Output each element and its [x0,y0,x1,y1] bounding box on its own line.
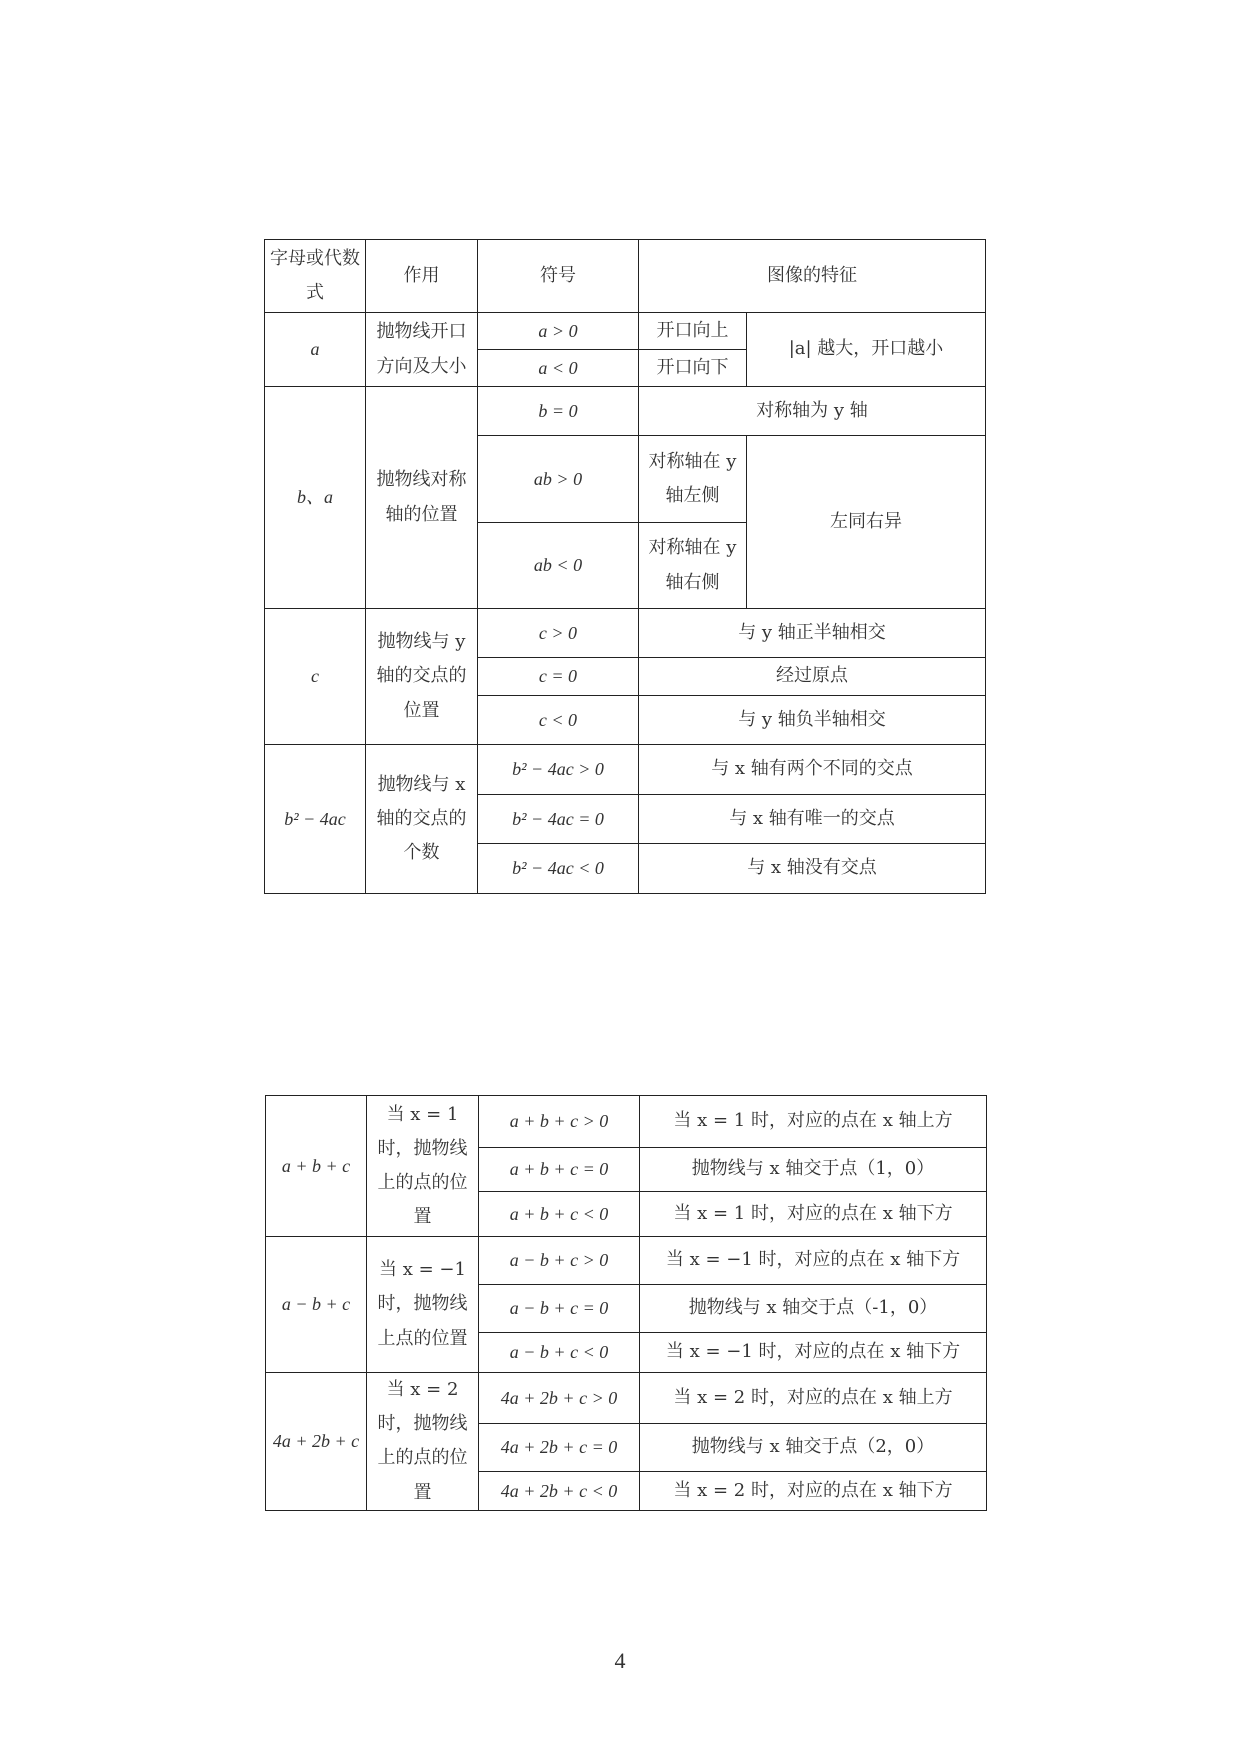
cell-sign: c > 0 [478,609,639,658]
header-sign: 符号 [478,240,639,313]
cell-sign: c < 0 [478,696,639,745]
cell-role-a: 抛物线开口方向及大小 [366,313,478,387]
cell-feature: 与 x 轴有唯一的交点 [639,795,986,844]
cell-letter-c: c [265,609,366,745]
cell-feature: 与 y 轴负半轴相交 [639,696,986,745]
cell-letter-ba: b、a [265,387,366,609]
cell-feature: 当 x = −1 时，对应的点在 x 轴下方 [640,1333,987,1373]
cell-feature: 与 x 轴没有交点 [639,844,986,894]
cell-feature: 抛物线与 x 轴交于点（1，0） [640,1148,987,1192]
cell-letter-r3: 4a + 2b + c [266,1373,367,1511]
cell-sign: b² − 4ac > 0 [478,745,639,795]
cell-sign: b² − 4ac < 0 [478,844,639,894]
cell-feature: 与 x 轴有两个不同的交点 [639,745,986,795]
cell-feature: 当 x = 2 时，对应的点在 x 轴上方 [640,1373,987,1424]
cell-sign: a − b + c = 0 [479,1285,640,1333]
cell-feature: 经过原点 [639,658,986,696]
cell-feature: 当 x = −1 时，对应的点在 x 轴下方 [640,1237,987,1285]
cell-sign: 4a + 2b + c = 0 [479,1423,640,1472]
cell-note: 左同右异 [747,436,986,609]
cell-sign: a + b + c = 0 [479,1148,640,1192]
properties-table-2 [265,1095,987,1511]
cell-role-disc: 抛物线与 x 轴的交点的个数 [366,745,478,894]
cell-role-r3: 当 x = 2 时，抛物线上的点的位置 [367,1373,479,1511]
cell-note: |a| 越大，开口越小 [747,313,986,387]
cell-sign: 4a + 2b + c < 0 [479,1472,640,1510]
header-feature: 图像的特征 [639,240,986,313]
cell-sign: c = 0 [478,658,639,696]
cell-feature: 与 y 轴正半轴相交 [639,609,986,658]
cell-feature: 抛物线与 x 轴交于点（2，0） [640,1423,987,1472]
cell-letter-a: a [265,313,366,387]
cell-feature: 开口向上 [639,313,747,350]
cell-role-c: 抛物线与 y 轴的交点的位置 [366,609,478,745]
cell-feature: 当 x = 1 时，对应的点在 x 轴下方 [640,1192,987,1237]
cell-feature: 抛物线与 x 轴交于点（-1，0） [640,1285,987,1333]
cell-sign: a < 0 [478,350,639,387]
cell-sign: b = 0 [478,387,639,436]
header-role: 作用 [366,240,478,313]
cell-sign: a > 0 [478,313,639,350]
cell-sign: b² − 4ac = 0 [478,795,639,844]
cell-sign: a + b + c < 0 [479,1192,640,1237]
cell-feature: 对称轴在 y 轴左侧 [639,436,747,523]
cell-feature: 对称轴在 y 轴右侧 [639,523,747,609]
cell-sign: ab > 0 [478,436,639,523]
header-letter: 字母或代数式 [265,240,366,313]
cell-role-ba: 抛物线对称轴的位置 [366,387,478,609]
properties-table-1 [264,239,986,894]
cell-feature: 对称轴为 y 轴 [639,387,986,436]
cell-feature: 开口向下 [639,350,747,387]
cell-sign: a − b + c < 0 [479,1333,640,1373]
page-number: 4 [614,1648,626,1673]
cell-feature: 当 x = 2 时，对应的点在 x 轴下方 [640,1472,987,1510]
cell-feature: 当 x = 1 时，对应的点在 x 轴上方 [640,1096,987,1148]
cell-sign: a + b + c > 0 [479,1096,640,1148]
cell-role-r2: 当 x = −1 时，抛物线上点的位置 [367,1237,479,1373]
cell-sign: 4a + 2b + c > 0 [479,1373,640,1424]
cell-sign: a − b + c > 0 [479,1237,640,1285]
cell-letter-r1: a + b + c [266,1096,367,1237]
cell-letter-disc: b² − 4ac [265,745,366,894]
cell-role-r1: 当 x = 1 时，抛物线上的点的位置 [367,1096,479,1237]
cell-sign: ab < 0 [478,523,639,609]
cell-letter-r2: a − b + c [266,1237,367,1373]
